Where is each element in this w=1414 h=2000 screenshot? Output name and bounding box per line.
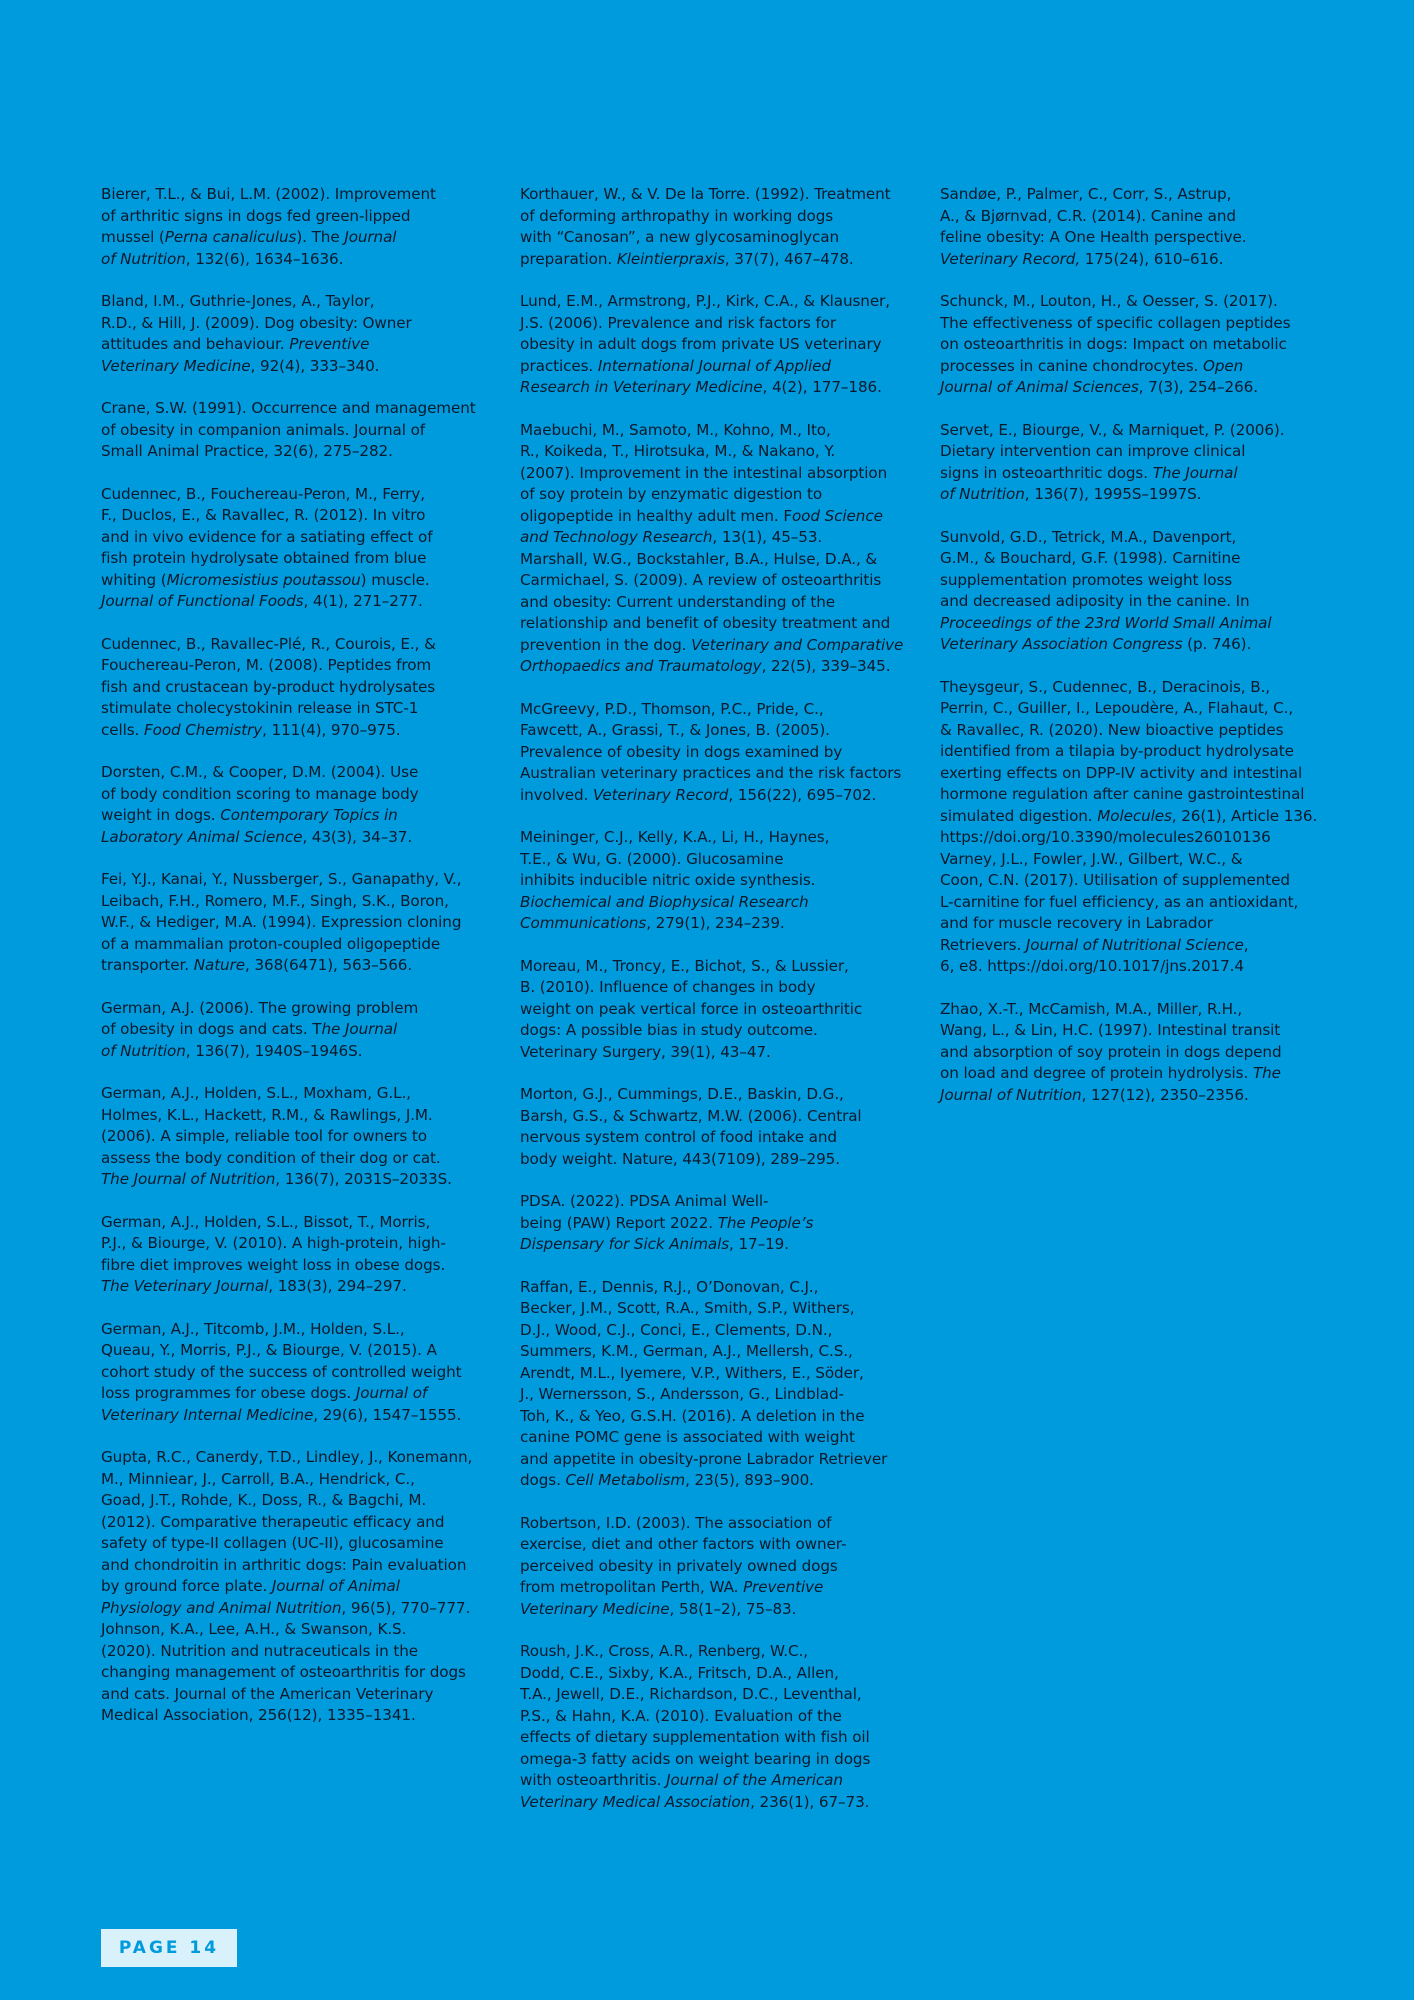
reference-text: Zhao, X.-T., McCamish, M.A., Miller, R.H., Wang, L., & Lin, H.C. (1997). Intestinal transit and absorption of soy protein in dogs depend on load and degree of protein hydrolysis. <box>940 999 1282 1082</box>
reference-text: Bierer, T.L., & Bui, L.M. (2002). Improvement of arthritic signs in dogs fed green-lipped mussel ( <box>101 185 436 246</box>
reference-text: , 279(1), 234–239. <box>646 914 785 932</box>
reference-text: Bland, I.M., Guthrie-Jones, A., Taylor, R.D., & Hill, J. (2009). Dog obesity: Owner attitudes and behaviour. <box>101 292 412 353</box>
reference-text: , 92(4), 333–340. <box>250 356 380 375</box>
reference-entry <box>101 869 481 977</box>
reference-entry <box>101 998 481 1063</box>
reference-entry <box>520 699 906 807</box>
reference-entry <box>101 1083 481 1191</box>
reference-italic-text: The People’s Dispensary for Sick Animals <box>520 1213 814 1253</box>
reference-text: Lund, E.M., Armstrong, P.J., Kirk, C.A., & Klausner, J.S. (2006). Prevalence and risk factors for obesity in adult dogs from private US veterinary practices. <box>520 292 890 375</box>
reference-italic-text: Preventive Veterinary Medicine <box>101 335 370 375</box>
reference-text: , 132(6), 1634–1636. <box>185 249 344 268</box>
page-number-badge: PAGE 14 <box>101 1929 237 1967</box>
reference-italic-text: The Journal of Nutrition <box>940 1064 1281 1104</box>
reference-text: , 156(22), 695–702. <box>728 785 877 804</box>
reference-text: , 136(7), 2031S–2033S. <box>275 1170 452 1188</box>
reference-italic-text: The Journal of Nutrition <box>940 463 1238 503</box>
reference-italic-text: ood Science and Technology Research <box>520 506 883 546</box>
reference-text: PDSA. (2022). PDSA Animal Well- being (PAW) Report 2022. <box>520 1192 769 1232</box>
reference-entry <box>940 999 1320 1107</box>
reference-text: , 58(1–2), 75–83. <box>669 1599 797 1618</box>
reference-italic-text: Molecules <box>1097 806 1172 825</box>
reference-text: Johnson, K.A., Lee, A.H., & Swanson, K.S. (2020). Nutrition and nutraceuticals in the changing management of osteoarthritis for dogs and cats. Journal of the American Veterinary Medical Association, 256(12), 1335–1341. <box>101 1620 466 1724</box>
reference-italic-text: Preventive Veterinary Medicine <box>520 1578 824 1618</box>
reference-entry <box>940 184 1320 270</box>
reference-text: , 29(6), 1547–1555. <box>313 1405 462 1424</box>
reference-text: , 236(1), 67–73. <box>750 1792 870 1811</box>
references-column-3 <box>940 184 1320 1127</box>
reference-italic-text: he Journal of Nutrition <box>101 1020 398 1060</box>
reference-text: , 4(2), 177–186. <box>762 378 882 396</box>
reference-entry <box>940 420 1320 506</box>
reference-italic-text: Veterinary Record <box>592 785 729 804</box>
reference-text: , 96(5), 770–777. <box>341 1598 471 1617</box>
reference-entry <box>940 849 1320 978</box>
reference-entry <box>940 677 1320 849</box>
reference-text: , 26(1), Article 136. https://doi.org/10.3390/molecules26010136 <box>940 806 1318 846</box>
reference-text: , 183(3), 294–297. <box>268 1277 407 1295</box>
reference-entry <box>520 184 906 270</box>
reference-entry <box>101 1619 481 1727</box>
reference-text: , 43(3), 34–37. <box>302 827 413 846</box>
reference-italic-text: International Journal of Applied Research in Veterinary Medicine <box>520 356 831 396</box>
reference-entry <box>101 1447 481 1619</box>
reference-italic-text: Open Journal of Animal Sciences <box>940 356 1244 396</box>
reference-text: , 13(1), 45–53. <box>712 528 823 546</box>
reference-text: , 22(5), 339–345. <box>761 657 891 675</box>
reference-text: Dorsten, C.M., & Cooper, D.M. (2004). Use of body condition scoring to manage body weight in dogs. <box>101 763 419 824</box>
reference-entry <box>101 1319 481 1427</box>
reference-text: Korthauer, W., & V. De la Torre. (1992). Treatment of deforming arthropathy in working dogs with “Canosan”, a new glycosaminoglycan preparation. <box>520 185 891 268</box>
reference-text: , 6, e8. https://doi.org/10.1017/jns.2017.4 <box>940 935 1249 975</box>
reference-entry <box>101 634 481 742</box>
reference-italic-text: Journal of Functional Foods <box>101 592 304 610</box>
reference-text: Theysgeur, S., Cudennec, B., Deracinois, B., Perrin, C., Guiller, I., Lepoudère, A., Flahaut, C., & Ravallec, R. (2020). New bioactive peptides identified from a tilapia by-product hydrolysate exerting effects on DPP-IV activity and intestinal hormone regulation after canine gastrointestinal simulated digestion. <box>940 677 1305 825</box>
reference-italic-text: Biochemical and Biophysical Research Communications <box>520 892 809 932</box>
reference-italic-text: Cell Metabolism <box>565 1471 686 1489</box>
reference-text: ). The <box>296 228 345 246</box>
reference-entry <box>520 291 906 399</box>
reference-italic-text: The Veterinary Journal <box>101 1277 269 1295</box>
reference-text: German, A.J., Holden, S.L., Moxham, G.L., Holmes, K.L., Hackett, R.M., & Rawlings, J.M. (2006). A simple, reliable tool for owners to assess the body condition of their dog or cat. <box>101 1084 441 1167</box>
reference-text: Moreau, M., Troncy, E., Bichot, S., & Lussier, B. (2010). Influence of changes in body weight on peak vertical force in osteoarthritic dogs: A possible bias in study outcome. Veterinary Surgery, 39(1), 43–47. <box>520 956 863 1061</box>
reference-entry <box>940 527 1320 656</box>
reference-text: , 37(7), 467–478. <box>724 249 854 268</box>
reference-entry <box>520 1641 906 1813</box>
reference-italic-text: Journal of Nutritional Science <box>1025 935 1244 954</box>
reference-text: , 23(5), 893–900. <box>685 1471 814 1489</box>
reference-entry <box>520 827 906 935</box>
reference-entry <box>101 1212 481 1298</box>
reference-text: German, A.J., Titcomb, J.M., Holden, S.L., Queau, Y., Morris, P.J., & Biourge, V. (2015). A cohort study of the success of controlled weight loss programmes for obese dogs. <box>101 1319 462 1402</box>
reference-italic-text: Journal of Animal Physiology and Animal Nutrition <box>101 1577 400 1617</box>
reference-italic-text: Journal of Veterinary Internal Medicine <box>101 1384 428 1424</box>
reference-entry <box>520 1191 906 1256</box>
reference-text: ) muscle. <box>360 570 430 589</box>
references-column-2 <box>520 184 906 1834</box>
reference-text: , 368(6471), 563–566. <box>244 956 413 974</box>
reference-entry <box>520 1513 906 1621</box>
reference-text: (p. 746). <box>1182 635 1252 653</box>
reference-text: Varney, J.L., Fowler, J.W., Gilbert, W.C., & Coon, C.N. (2017). Utilisation of supplemented L-carnitine for fuel efficiency, as an antioxidant, and for muscle recovery in Labrador Retrievers. <box>940 849 1299 954</box>
reference-text: Meininger, C.J., Kelly, K.A., Li, H., Haynes, T.E., & Wu, G. (2000). Glucosamine inhibits inducible nitric oxide synthesis. <box>520 828 830 889</box>
reference-italic-text: Contemporary Topics in Laboratory Animal Science <box>101 806 398 846</box>
reference-italic-text: Nature <box>193 956 245 974</box>
reference-text: Cudennec, B., Fouchereau-Peron, M., Ferry, F., Duclos, E., & Ravallec, R. (2012). In vitro and in vivo evidence for a satiating effect of fish protein hydrolysate obtained from blue whiting ( <box>101 484 433 589</box>
reference-text: Crane, S.W. (1991). Occurrence and management of obesity in companion animals. Journal of Small Animal Practice, 32(6), 275–282. <box>101 399 476 460</box>
reference-text: , 111(4), 970–975. <box>262 720 401 739</box>
reference-italic-text: Micromesistius poutassou <box>166 570 361 589</box>
reference-text: German, A.J. (2006). The growing problem of obesity in dogs and cats. T <box>101 998 419 1038</box>
reference-text: Marshall, W.G., Bockstahler, B.A., Hulse, D.A., & Carmichael, S. (2009). A review of osteoarthritis and obesity: Current understanding of the relationship and benefit of obesity treatment and prevention in the dog. <box>520 549 891 654</box>
reference-italic-text: Journal of the American Veterinary Medical Association <box>520 1771 843 1811</box>
reference-italic-text: The Journal of Nutrition <box>101 1170 276 1188</box>
reference-text: Raffan, E., Dennis, R.J., O’Donovan, C.J., Becker, J.M., Scott, R.A., Smith, S.P., Withers, D.J., Wood, C.J., Conci, E., Clements, D.N., Summers, K.M., German, A.J., Mellersh, C.S., Arendt, M.L., Iyemere, V.P., Withers, E., Söder, J., Wernersson, S., Andersson, G., Lindblad- Toh, K., & Yeo, G.S.H. (2016). A deletion in the canine POMC gene is associated with weight and appetite in obesity-prone Labrador Retriever dogs. <box>520 1277 888 1489</box>
reference-text: Sandøe, P., Palmer, C., Corr, S., Astrup, A., & Bjørnvad, C.R. (2014). Canine and feline obesity: A One Health perspective. <box>940 185 1247 246</box>
reference-text: Schunck, M., Louton, H., & Oesser, S. (2017). The effectiveness of specific collagen peptides on osteoarthritis in dogs: Impact on metabolic processes in canine chondrocytes. <box>940 292 1291 375</box>
reference-text: , 127(12), 2350–2356. <box>1081 1085 1249 1104</box>
reference-entry <box>101 484 481 613</box>
reference-italic-text: Proceedings of the 23rd World Small Animal Veterinary Association Congress <box>940 613 1272 653</box>
reference-entry <box>940 291 1320 399</box>
reference-entry <box>101 291 481 377</box>
reference-text: McGreevy, P.D., Thomson, P.C., Pride, C., Fawcett, A., Grassi, T., & Jones, B. (2005). Prevalence of obesity in dogs examined by Australian veterinary practices and the risk factors involved. <box>520 699 902 804</box>
reference-text: Roush, J.K., Cross, A.R., Renberg, W.C., Dodd, C.E., Sixby, K.A., Fritsch, D.A., Allen, T.A., Jewell, D.E., Richardson, D.C., Leventhal, P.S., & Hahn, K.A. (2010). Evaluation of the effects of dietary supplementation with fish oil omega-3 fatty acids on weight bearing in dogs with osteoarthritis. <box>520 1642 871 1789</box>
reference-text: Sunvold, G.D., Tetrick, M.A., Davenport, G.M., & Bouchard, G.F. (1998). Carnitine supplementation promotes weight loss and decreased adiposity in the canine. In <box>940 527 1250 610</box>
reference-text: Maebuchi, M., Samoto, M., Kohno, M., Ito, R., Koikeda, T., Hirotsuka, M., & Nakano, Y. (2007). Improvement in the intestinal absorption of soy protein by enzymatic digestion to oligopeptide in healthy adult men. F <box>520 420 888 525</box>
reference-italic-text: Perna canaliculus <box>164 228 297 246</box>
reference-text: Morton, G.J., Cummings, D.E., Baskin, D.G., Barsh, G.S., & Schwartz, M.W. (2006). Central nervous system control of food intake and body weight. Nature, 443(7109), 289–295. <box>520 1085 862 1168</box>
reference-entry <box>101 398 481 463</box>
references-column-1 <box>101 184 481 1748</box>
reference-italic-text: Kleintierpraxis <box>616 249 725 268</box>
reference-text: , 4(1), 271–277. <box>303 592 423 610</box>
reference-text: Cudennec, B., Ravallec-Plé, R., Courois, E., & Fouchereau-Peron, M. (2008). Peptides from fish and crustacean by-product hydrolysates stimulate cholecystokinin release in STC-1 cells. <box>101 634 436 739</box>
reference-entry <box>520 549 906 678</box>
reference-text: , 136(7), 1940S–1946S. <box>185 1041 363 1060</box>
reference-text: Servet, E., Biourge, V., & Marniquet, P. (2006). Dietary intervention can improve clinical signs in osteoarthritic dogs. <box>940 420 1285 482</box>
reference-italic-text: Journal of Nutrition <box>101 228 397 268</box>
reference-entry <box>520 1277 906 1492</box>
reference-entry <box>101 762 481 848</box>
reference-italic-text: Veterinary Record, <box>940 249 1081 268</box>
reference-text: Fei, Y.J., Kanai, Y., Nussberger, S., Ganapathy, V., Leibach, F.H., Romero, M.F., Singh, S.K., Boron, W.F., & Hediger, M.A. (1994). Expression cloning of a mammalian proton-coupled oligopeptide transporter. <box>101 870 462 974</box>
reference-text: German, A.J., Holden, S.L., Bissot, T., Morris, P.J., & Biourge, V. (2010). A high-protein, high- fibre diet improves weight loss in obese dogs. <box>101 1212 446 1274</box>
reference-text: , 17–19. <box>729 1235 789 1253</box>
reference-entry <box>520 1084 906 1170</box>
reference-text: 175(24), 610–616. <box>1080 249 1224 268</box>
reference-italic-text: Veterinary and Comparative Orthopaedics and Traumatology <box>520 635 904 675</box>
reference-entry <box>101 184 481 270</box>
reference-text: Gupta, R.C., Canerdy, T.D., Lindley, J., Konemann, M., Minniear, J., Carroll, B.A., Hendrick, C., Goad, J.T., Rohde, K., Doss, R., & Bagchi, M. (2012). Comparative therapeutic efficacy and safety of type-II collagen (UC-II), glucosamine and chondroitin in arthritic dogs: Pain evaluation by ground force plate. <box>101 1448 473 1595</box>
reference-text: , 7(3), 254–266. <box>1138 378 1258 396</box>
reference-entry <box>520 420 906 549</box>
reference-text: Robertson, I.D. (2003). The association of exercise, diet and other factors with owner- perceived obesity in privately owned dogs from metropolitan Perth, WA. <box>520 1513 847 1596</box>
reference-italic-text: Food Chemistry <box>144 720 263 739</box>
reference-entry <box>520 956 906 1064</box>
reference-text: , 136(7), 1995S–1997S. <box>1024 485 1202 503</box>
